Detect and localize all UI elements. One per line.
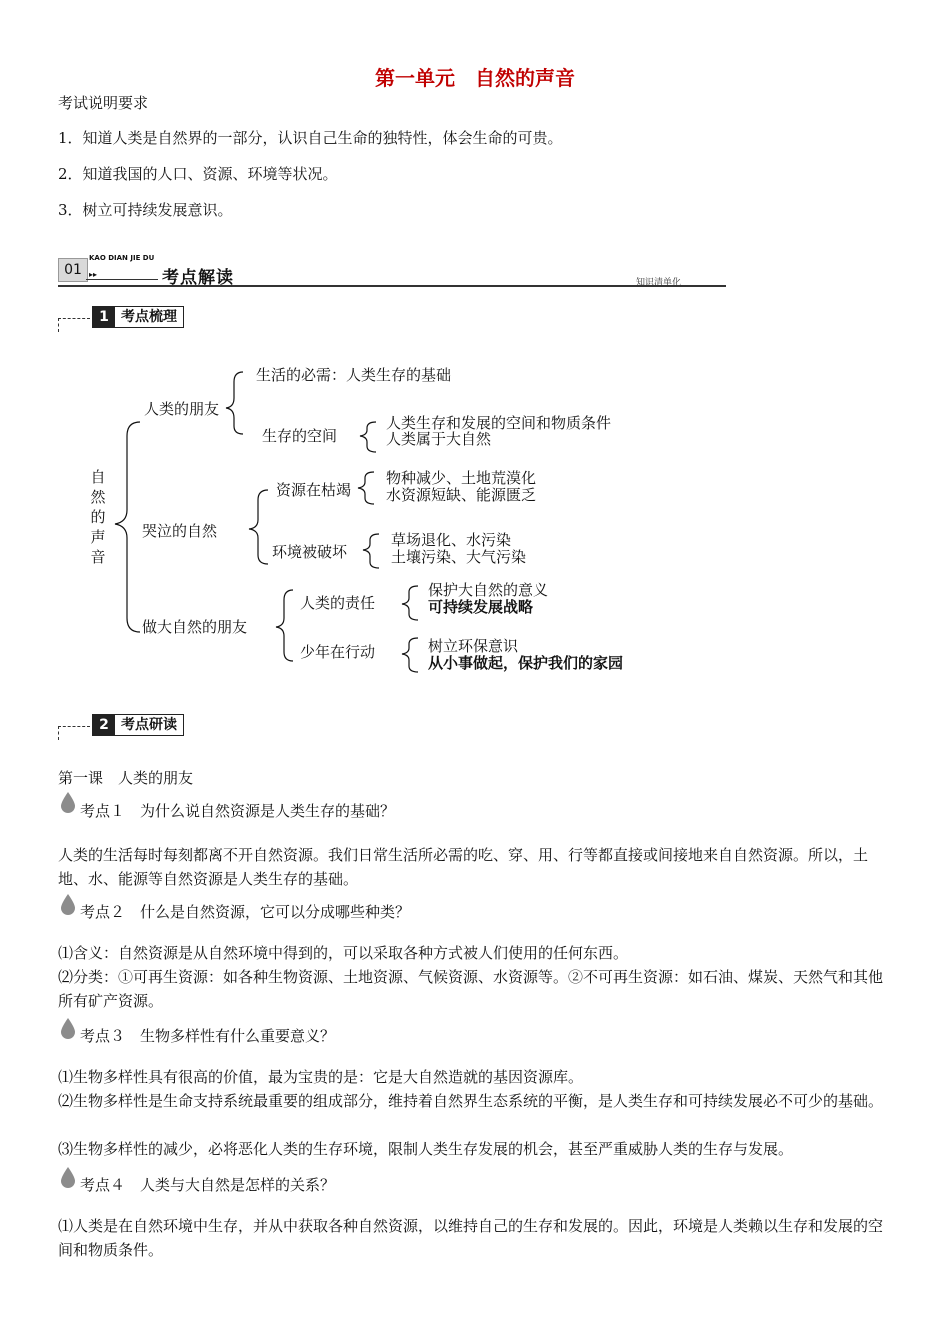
section2-dash-v [58,726,59,740]
section1-text: 考点梳理 [121,309,177,325]
exam-item-2: 2．知道我国的人口、资源、环境等状况。 [58,165,338,183]
map-b1-c2a: 人类生存和发展的空间和物质条件 [386,414,612,432]
point-1-question: 考点１ 为什么说自然资源是人类生存的基础？ [80,802,396,820]
drop-icon [60,1166,76,1188]
exam-heading: 考试说明要求 [58,94,149,112]
point-4-question: 考点４ 人类与大自然是怎样的关系？ [80,1176,336,1194]
point-3-question: 考点３ 生物多样性有什么重要意义？ [80,1027,336,1045]
map-b3-c2b: 从小事做起，保护我们的家园 [428,654,624,672]
map-b3-c1a: 保护大自然的意义 [428,581,549,599]
map-b2: 哭泣的自然 [142,522,218,540]
exam-item-3: 3．树立可持续发展意识。 [58,201,233,219]
point-3-answer-3: ⑶生物多样性的减少，必将恶化人类的生存环境，限制人类生存发展的机会，甚至严重威胁人类的生存与发展。 [58,1140,794,1158]
map-b2-c2b: 土壤污染、大气污染 [391,548,527,566]
point-3-answer-1: ⑴生物多样性具有很高的价值，最为宝贵的是：它是大自然造就的基因资源库。 [58,1068,584,1086]
exam-item-1: 1．知道人类是自然界的一部分，认识自己生命的独特性，体会生命的可贵。 [58,129,563,147]
section2-dash [58,726,90,727]
map-b1-c1: 生活的必需：人类生存的基础 [256,366,452,384]
point-3-answer-2: ⑵生物多样性是生命支持系统最重要的组成部分，维持着自然界生态系统的平衡，是人类生存和可持续发展必不可少的基础。 [58,1092,884,1110]
banner-title: 考点解读 [162,268,234,288]
map-b3-c1: 人类的责任 [300,594,376,612]
section1-dash-v [58,318,59,332]
map-b2-c1: 资源在枯竭 [276,481,352,499]
point-2-question: 考点２ 什么是自然资源，它可以分成哪些种类？ [80,903,411,921]
banner-subtitle: 知识清单化 [636,278,682,288]
section2-text: 考点研读 [121,717,177,733]
map-b3-c2a: 树立环保意识 [428,637,519,655]
map-b2-c1b: 水资源短缺、能源匮乏 [386,486,537,504]
section1-label [92,306,184,328]
section2-label [92,714,184,736]
brace-root [115,422,140,632]
map-root: 自然的声音 [90,468,106,566]
drop-icon [60,1017,76,1039]
brace-b3-c2 [402,638,418,672]
map-b1-c2: 生存的空间 [262,427,338,445]
point-2-answer-2: ⑵分类：①可再生资源：如各种生物资源、土地资源、气候资源、水资源等。②不可再生资源：如石油、煤炭、天然气和其他所有矿产资源。 [58,968,884,1010]
section1-number: 1 [93,307,115,327]
point-4-answer-1: ⑴人类是在自然环境中生存，并从中获取各种自然资源，以维持自己的生存和发展的。因此，环境是人类赖以生存和发展的空间和物质条件。 [58,1217,884,1259]
map-b3: 做大自然的朋友 [142,618,248,636]
map-b1: 人类的朋友 [144,400,220,418]
banner-rule [58,285,726,287]
map-b3-c2: 少年在行动 [300,643,376,661]
map-b1-c2b: 人类属于大自然 [386,430,492,448]
point-2-answer-1: ⑴含义：自然资源是从自然环境中得到的，可以采取各种方式被人们使用的任何东西。 [58,944,629,962]
banner-arrow-icon: ▸▸ [89,270,98,279]
banner-rule-short [86,279,158,280]
brace-b2 [249,490,268,564]
brace-b2-c1 [358,472,374,504]
drop-icon [60,893,76,915]
brace-b2-c2 [363,534,379,568]
map-b2-c2a: 草场退化、水污染 [391,531,512,549]
brace-b1-c2 [360,422,376,452]
map-b3-c1b: 可持续发展战略 [428,598,534,616]
page-title: 第一单元 自然的声音 [375,66,575,90]
brace-b1 [226,372,243,434]
section2-number: 2 [93,715,115,735]
map-b2-c2: 环境被破坏 [272,543,348,561]
lesson-title: 第一课 人类的朋友 [58,769,194,787]
brace-b3-c1 [402,586,418,620]
drop-icon [60,791,76,813]
point-1-answer-1: 人类的生活每时每刻都离不开自然资源。我们日常生活所必需的吃、穿、用、行等都直接或间接地来自自然资源。所以，土地、水、能源等自然资源是人类生存的基础。 [58,846,869,888]
banner-pinyin: KAO DIAN JIE DU [89,254,155,262]
section1-dash [58,318,90,319]
map-b2-c1a: 物种减少、土地荒漠化 [386,469,537,487]
brace-b3 [276,590,293,661]
banner-number: 01 [58,258,88,282]
